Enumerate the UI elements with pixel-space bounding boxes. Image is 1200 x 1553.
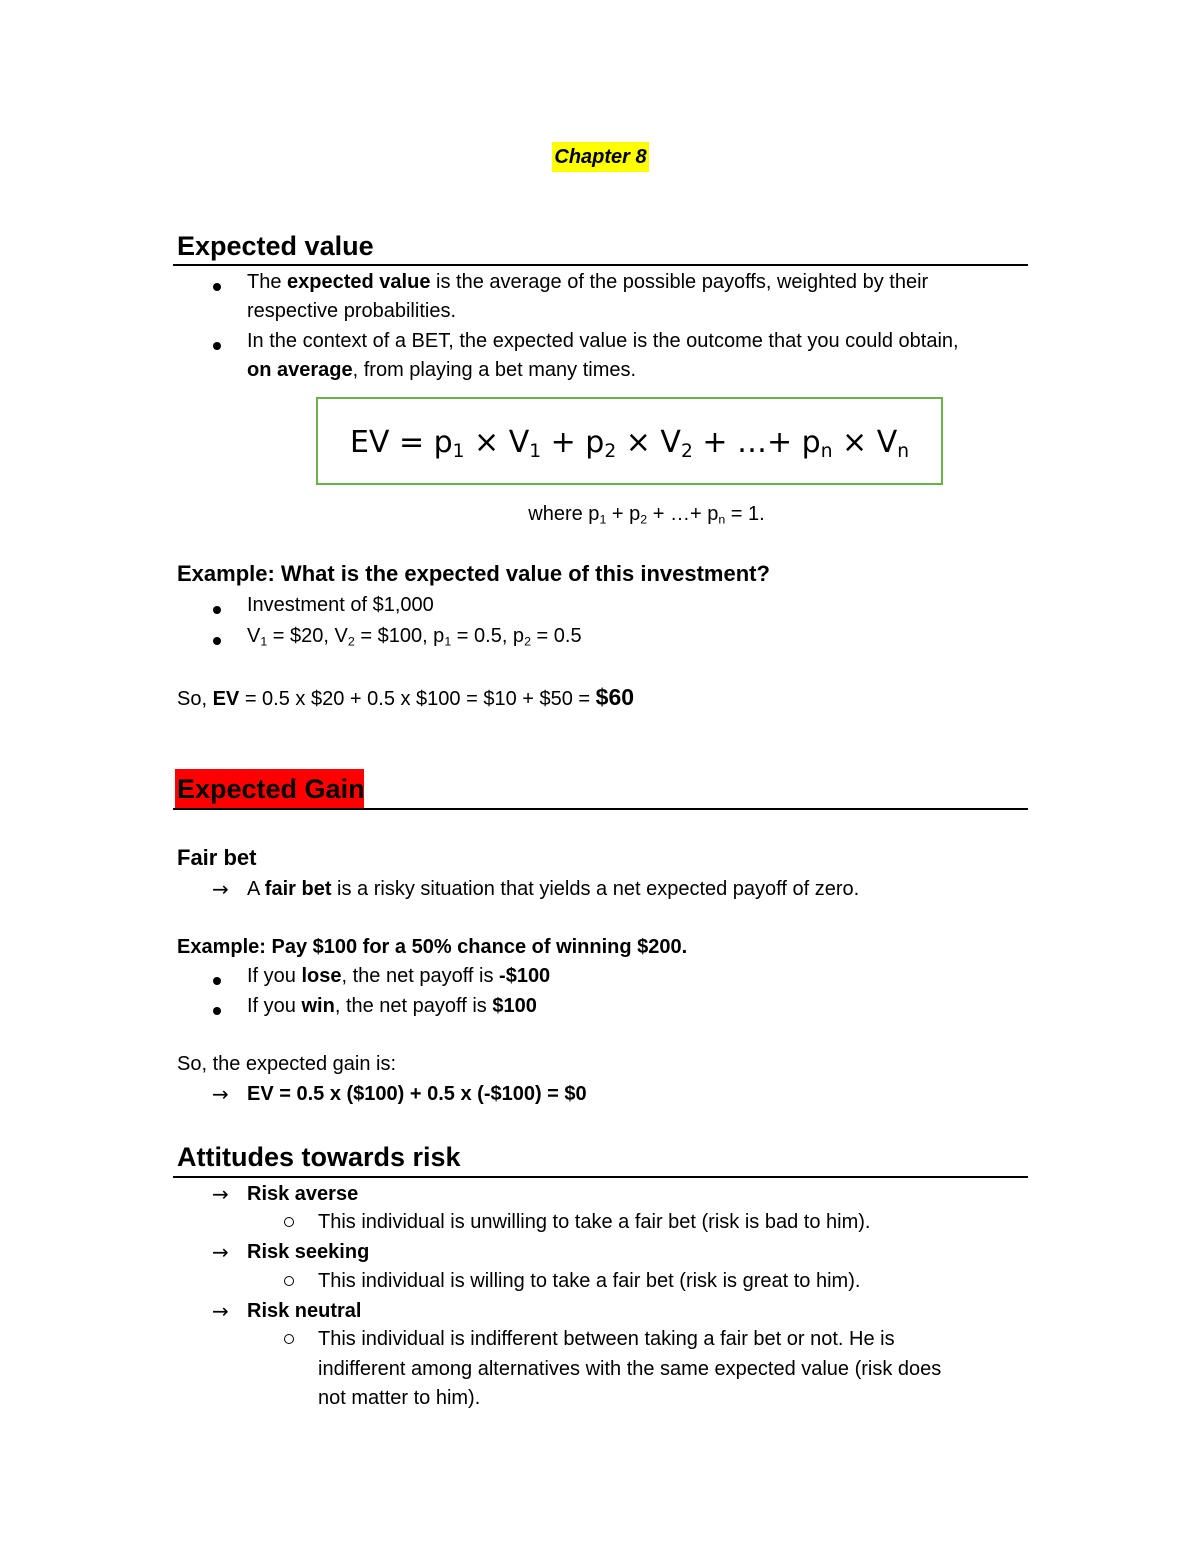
example-heading: Example: Pay $100 for a 50% chance of winning $200. [177,936,688,958]
risk-description: This individual is indifferent between taking a fair bet or not. He is [318,1328,895,1350]
bullet-icon [213,342,221,350]
section-heading-expected-gain: Expected Gain [177,774,365,804]
bullet-text-cont: respective probabilities. [247,300,456,322]
arrow-icon: → [212,1299,229,1323]
fair-bet-definition: A fair bet is a risky situation that yields a net expected payoff of zero. [247,878,860,900]
risk-description: This individual is unwilling to take a fair bet (risk is bad to him). [318,1211,871,1233]
risk-description-cont: not matter to him). [318,1387,481,1409]
bullet-text-cont: on average, from playing a bet many times. [247,359,637,381]
section-rule [173,264,1028,266]
subheading-fair-bet: Fair bet [177,845,257,870]
bullet-icon [213,977,221,985]
bullet-text: The expected value is the average of the possible payoffs, weighted by their [247,271,929,293]
section-rule [173,808,1028,810]
risk-label: Risk seeking [247,1241,370,1263]
example-heading: Example: What is the expected value of this investment? [177,561,770,586]
section-heading-attitudes: Attitudes towards risk [177,1142,461,1172]
section-heading-expected-value: Expected value [177,231,374,261]
bullet-text: Investment of $1,000 [247,594,434,616]
expected-gain-formula: EV = 0.5 x ($100) + 0.5 x (-$100) = $0 [247,1083,587,1105]
formula-condition: where $p_1 + p_2$ + …+ $p_n = 1$. [528,503,765,527]
bullet-icon [213,1007,221,1015]
arrow-icon: → [212,1182,229,1206]
arrow-icon: → [212,1082,229,1106]
arrow-icon: → [212,1240,229,1264]
chapter-label: Chapter 8 [552,142,649,172]
section-rule [173,1176,1028,1178]
bullet-text: If you lose, the net payoff is -$100 [247,965,551,987]
risk-label: Risk averse [247,1183,359,1205]
bullet-text: If you win, the net payoff is $100 [247,995,537,1017]
ev-formula: EV = $p_1 \times V_1 + p_2 \times V_2$ + …+ $p_n \times V_n$ [349,425,910,463]
bullet-icon [213,606,221,614]
risk-description: This individual is willing to take a fair bet (risk is great to him). [318,1270,861,1292]
arrow-icon: → [212,877,229,901]
ev-calculation: So, EV = 0.5 x $20 + 0.5 x $100 = $10 + $50 = $60 [177,684,635,710]
bullet-icon [213,637,221,645]
risk-description-cont: indifferent among alternatives with the same expected value (risk does [318,1358,942,1380]
circle-bullet-icon [284,1276,294,1286]
circle-bullet-icon [284,1217,294,1227]
expected-gain-intro: So, the expected gain is: [177,1053,397,1075]
risk-label: Risk neutral [247,1300,362,1322]
circle-bullet-icon [284,1334,294,1344]
bullet-text: $V_1$ = $20, $V_2$ = $100, $p_1 = 0.5$, $p_2 = 0.5$ [247,625,582,649]
bullet-text: In the context of a BET, the expected value is the outcome that you could obtain, [247,330,959,352]
bullet-icon [213,283,221,291]
